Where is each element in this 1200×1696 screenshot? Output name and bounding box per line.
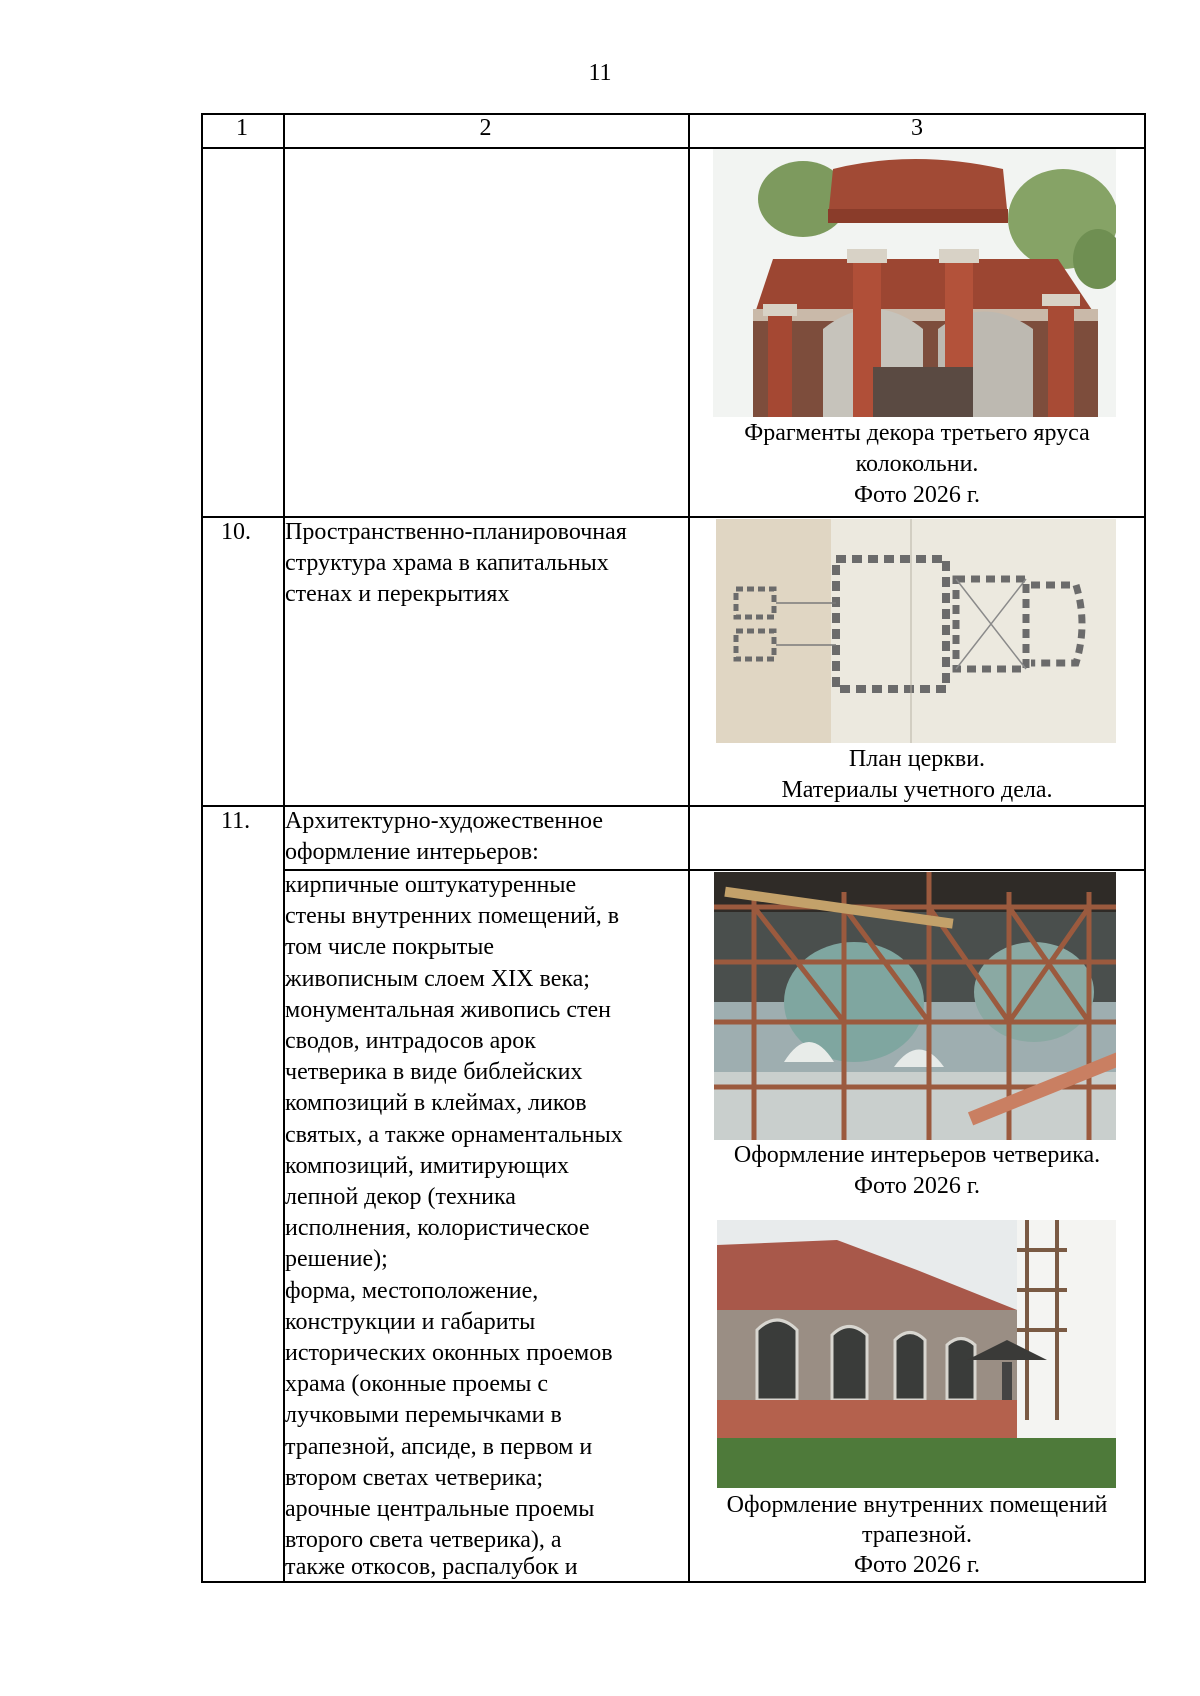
- detail-line-9: святых, а также орнаментальных: [285, 1121, 623, 1148]
- bell-tower-caption-2: колокольни.: [855, 451, 979, 477]
- detail-line-22: второго света четверика), а: [285, 1527, 562, 1554]
- detail-line-7: четверика в виде библейских: [285, 1059, 583, 1086]
- detail-line-4: живописным слоем XIX века;: [285, 965, 590, 992]
- detail-line-2: стены внутренних помещений, в: [285, 903, 620, 930]
- row-10-description-line-3: стенах и перекрытиях: [285, 581, 510, 607]
- bell-tower-caption-1: Фрагменты декора третьего яруса: [744, 420, 1090, 446]
- col-separator-2: [688, 113, 690, 1583]
- detail-line-15: конструкции и габариты: [285, 1308, 536, 1335]
- detail-line-1: кирпичные оштукатуренные: [285, 872, 577, 898]
- table-left-border: [201, 113, 203, 1583]
- detail-line-8: композиций в клеймах, ликов: [285, 1090, 587, 1117]
- detail-line-17: храма (оконные проемы с: [285, 1371, 548, 1398]
- detail-line-14: форма, местоположение,: [285, 1277, 539, 1304]
- chetverik-interior-scaffolding-photo: [714, 872, 1116, 1140]
- trapeza-caption-3: Фото 2026 г.: [854, 1552, 980, 1578]
- heritage-elements-table: [201, 113, 1146, 1583]
- bell-tower-third-tier-photo: [713, 149, 1116, 417]
- row-10-description-line-1: Пространственно-планировочная: [285, 519, 627, 545]
- row-11-number: 11.: [221, 808, 251, 834]
- detail-line-23: также откосов, распалубок и: [285, 1554, 578, 1580]
- church-plan-caption-2: Материалы учетного дела.: [781, 777, 1053, 803]
- detail-line-21: арочные центральные проемы: [285, 1496, 595, 1522]
- row-11-title-line-1: Архитектурно-художественное: [285, 808, 603, 834]
- row-10-description-line-2: структура храма в капитальных: [285, 550, 609, 576]
- church-plan-caption-1: План церкви.: [848, 746, 986, 772]
- detail-line-13: решение);: [285, 1246, 388, 1273]
- header-col-1: 1: [236, 115, 248, 141]
- detail-line-3: том числе покрытые: [285, 934, 494, 961]
- page-number: 11: [588, 60, 612, 86]
- row-11-title-line-2: оформление интерьеров:: [285, 839, 539, 865]
- trapeza-caption-1: Оформление внутренних помещений: [726, 1492, 1108, 1518]
- detail-line-5: монументальная живопись стен: [285, 996, 612, 1023]
- table-right-border: [1144, 113, 1146, 1583]
- header-col-2: 2: [479, 115, 492, 141]
- chetverik-caption-2: Фото 2026 г.: [854, 1173, 980, 1199]
- trapeza-caption-2: трапезной.: [861, 1522, 973, 1548]
- church-plan-drawing: [716, 519, 1116, 743]
- bell-tower-caption-3: Фото 2026 г.: [854, 482, 980, 508]
- detail-line-12: исполнения, колористическое: [285, 1215, 590, 1242]
- detail-line-11: лепной декор (техника: [285, 1184, 516, 1210]
- header-col-3: 3: [911, 115, 923, 141]
- detail-line-20: втором светах четверика;: [285, 1464, 544, 1491]
- chetverik-caption-1: Оформление интерьеров четверика.: [733, 1142, 1101, 1168]
- detail-line-6: сводов, интрадосов арок: [285, 1028, 536, 1054]
- row-10-number: 10.: [221, 519, 251, 545]
- detail-line-19: трапезной, апсиде, в первом и: [285, 1433, 593, 1460]
- detail-line-16: исторических оконных проемов: [285, 1340, 613, 1366]
- trapeza-interior-walls-photo: [717, 1220, 1116, 1488]
- detail-line-18: лучковыми перемычками в: [285, 1402, 562, 1429]
- detail-line-10: композиций, имитирующих: [285, 1152, 570, 1179]
